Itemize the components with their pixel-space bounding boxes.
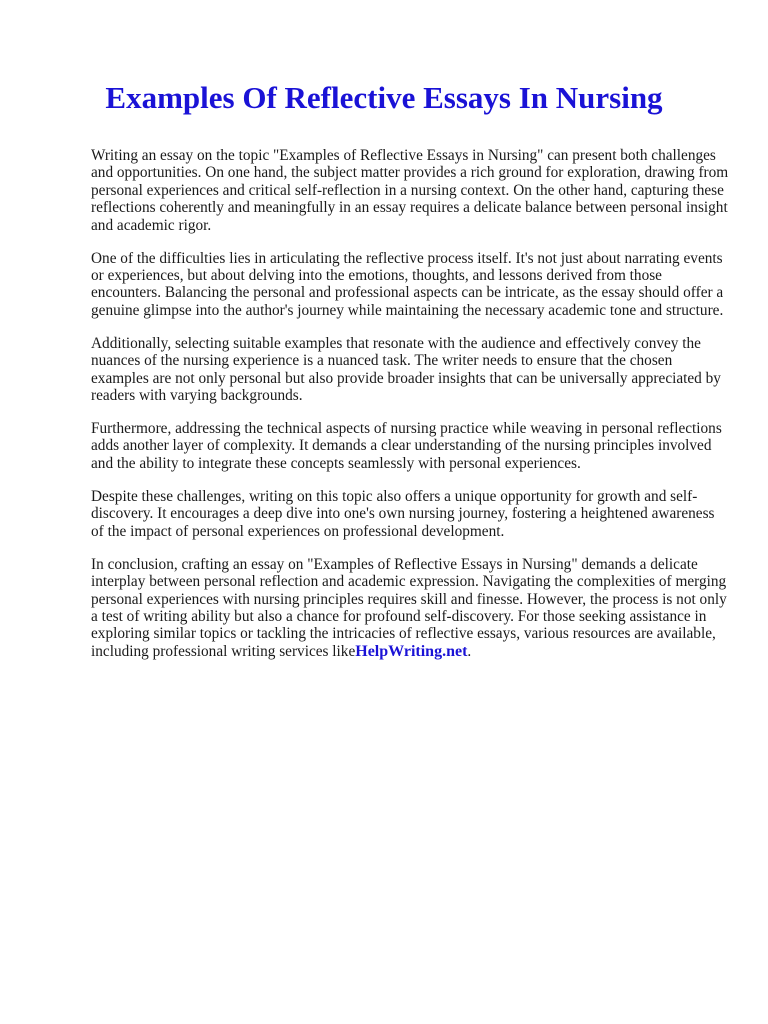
helpwriting-link[interactable]: HelpWriting.net xyxy=(355,642,468,660)
paragraph-opportunity: Despite these challenges, writing on this topic also offers a unique opportunity for growth and self-discovery. It encourages a deep dive into one's own nursing journey, fostering a heightened awareness of the impact of personal experiences on professional development. xyxy=(91,487,715,540)
essay-body xyxy=(91,147,729,676)
page-title: Examples Of Reflective Essays In Nursing xyxy=(105,80,663,115)
conclusion-text: In conclusion, crafting an essay on "Examples of Reflective Essays in Nursing" demands a delicate interplay between personal reflection and academic expression. Navigating the complexities of merging personal experiences with nursing principles requires skill and finesse. However, the process is not only a test of writing ability but also a chance for profound self-discovery. For those seeking assistance in exploring similar topics or tackling the intricacies of reflective essays, various resources are available, including professional writing services like xyxy=(91,555,727,660)
paragraph-difficulties: One of the difficulties lies in articulating the reflective process itself. It's not just about narrating events or experiences, but about delving into the emotions, thoughts, and lessons derived from those encounters. Balancing the personal and professional aspects can be intricate, as the essay should offer a genuine glimpse into the author's journey while maintaining the necessary academic tone and structure. xyxy=(91,249,724,319)
paragraph-intro: Writing an essay on the topic "Examples of Reflective Essays in Nursing" can present both challenges and opportunities. On one hand, the subject matter provides a rich ground for exploration, drawing from personal experiences and critical self-reflection in a nursing context. On the other hand, capturing these reflections coherently and meaningfully in an essay requires a delicate balance between personal insight and academic rigor. xyxy=(91,147,729,234)
paragraph-technical: Furthermore, addressing the technical aspects of nursing practice while weaving in personal reflections adds another layer of complexity. It demands a clear understanding of the nursing principles involved and the ability to integrate these concepts seamlessly with personal experiences. xyxy=(91,420,722,472)
conclusion-period: . xyxy=(467,642,472,660)
paragraph-conclusion xyxy=(91,556,729,660)
paragraph-examples: Additionally, selecting suitable examples that resonate with the audience and effectively convey the nuances of the nursing experience is a nuanced task. The writer needs to ensure that the chosen examples are not only personal but also provide broader insights that can be universally appreciated by readers with varying backgrounds. xyxy=(91,334,721,405)
